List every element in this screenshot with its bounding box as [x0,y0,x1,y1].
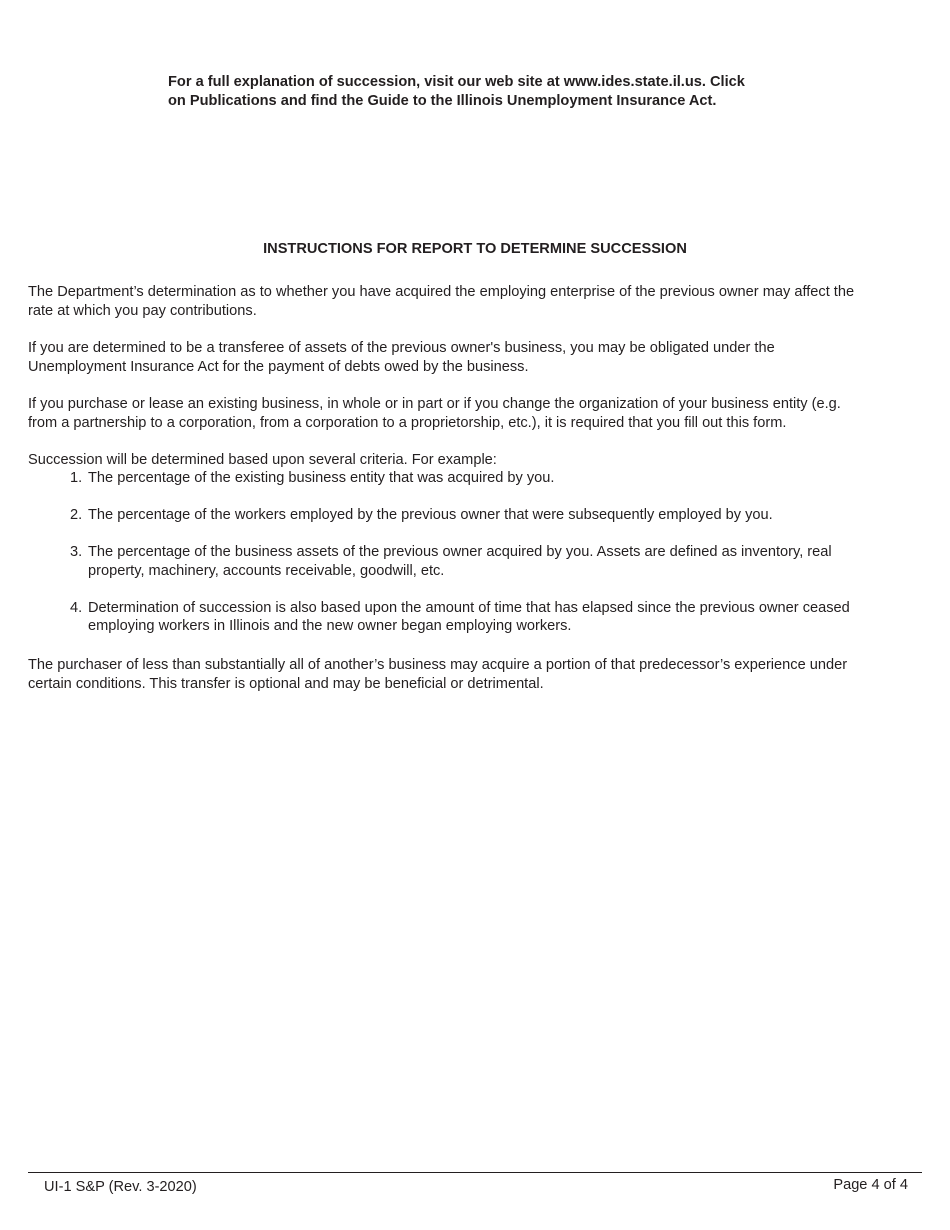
list-item-text: The percentage of the workers employed by the previous owner that were subsequently employed by you. [88,507,773,523]
paragraph-line: from a partnership to a corporation, from a corporation to a proprietorship, etc.), it is required that you fill out this form. [28,414,787,431]
list-item-number: 1. [70,470,83,486]
notice-line-2: on Publications and find the Guide to the Illinois Unemployment Insurance Act. [168,92,717,109]
paragraph-criteria-intro [28,451,928,470]
list-item [70,543,910,580]
paragraph-line: Unemployment Insurance Act for the payment of debts owed by the business. [28,358,529,375]
form-identifier: UI-1 S&P (Rev. 3-2020) [44,1179,197,1195]
list-item [70,506,910,525]
paragraph-purchase-or-lease [28,395,928,432]
criteria-list [70,469,910,654]
list-item [70,469,910,488]
page-number: Page 4 of 4 [833,1177,908,1193]
paragraph-line: The purchaser of less than substantially all of another’s business may acquire a portion of that predecessor’s experience under [28,657,848,673]
list-item-text: The percentage of the existing business entity that was acquired by you. [88,470,555,486]
paragraph-line: rate at which you pay contributions. [28,302,257,319]
list-item-number: 2. [70,507,83,523]
list-item-text-continued: property, machinery, accounts receivable, goodwill, etc. [88,562,445,579]
website-notice [168,73,828,110]
list-item-number: 3. [70,544,83,560]
paragraph-line: certain conditions. This transfer is optional and may be beneficial or detrimental. [28,675,544,692]
paragraph-line: If you are determined to be a transferee of assets of the previous owner's business, you may be obligated under the [28,340,775,356]
paragraph-transferee [28,339,928,376]
paragraph-partial-purchaser [28,656,928,693]
page-title: INSTRUCTIONS FOR REPORT TO DETERMINE SUCCESSION [263,241,687,257]
paragraph-line: If you purchase or lease an existing business, in whole or in part or if you change the organization of your business entity (e.g. [28,396,841,412]
footer-divider [28,1172,922,1173]
notice-line-1: For a full explanation of succession, visit our web site at www.ides.state.il.us. Click [168,74,745,90]
list-item-number: 4. [70,599,83,616]
list-item [70,599,910,636]
list-item-text: The percentage of the business assets of the previous owner acquired by you. Assets are defined as inventory, real [88,544,832,560]
list-item-text-continued: employing workers in Illinois and the new owner began employing workers. [88,618,572,634]
paragraph-department-determination [28,283,928,320]
list-item-text: Determination of succession is also based upon the amount of time that has elapsed since the previous owner ceased [88,599,850,616]
paragraph-line: The Department’s determination as to whether you have acquired the employing enterprise of the previous owner may affect the [28,284,855,300]
paragraph-line: Succession will be determined based upon several criteria. For example: [28,452,497,468]
